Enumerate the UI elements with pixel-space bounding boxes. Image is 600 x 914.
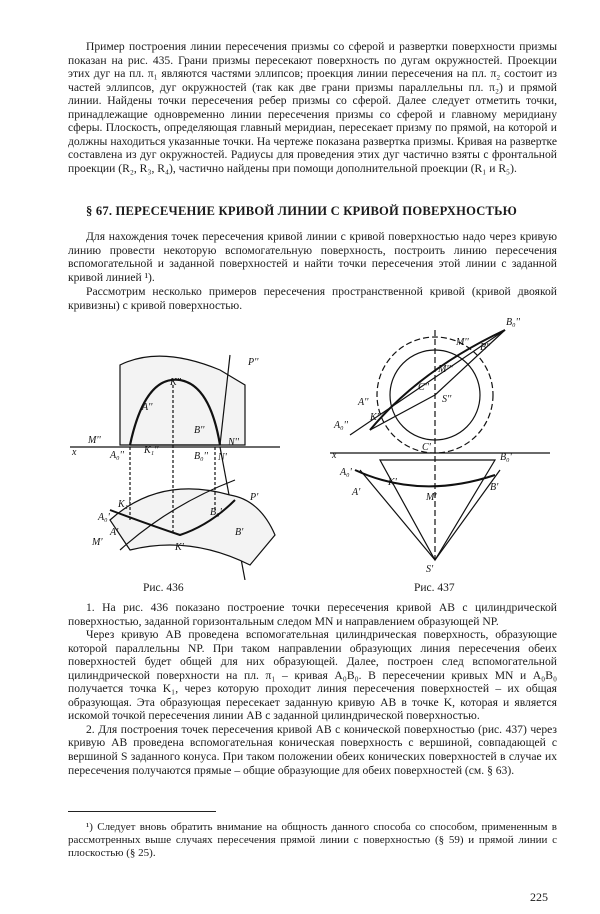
paragraph: Для нахождения точек пересечения кривой линии с кривой поверхностью надо через кривую линию провести некоторую вспомогательную поверхность, построить линию пересечения вспомогательной и заданной поверхностей и найти точки пересечения этой линии с заданной кривой линией ¹). <box>68 230 557 284</box>
figure-436-caption: Рис. 436 <box>143 582 184 594</box>
page-number: 225 <box>530 890 548 904</box>
figure-label: A₀'' <box>334 420 348 431</box>
figure-label: M'' <box>456 337 469 348</box>
figure-label: B'' <box>194 425 205 436</box>
figure-437-labels <box>331 317 521 575</box>
paragraph: 2. Для построения точек пересечения кривой AB с конической поверхностью (рис. 437) через кривую AB проведена вспомогательная коническая поверхность с вершиной, совпадающей с вершиной S заданного конуса. При таком положении обеих конических поверхностей в случае их пересечения получаются прямые – общие образующие для обеих поверхностей (см. § 63). <box>68 722 557 777</box>
figure-437-caption: Рис. 437 <box>414 582 455 594</box>
footnote <box>68 821 557 860</box>
figure-label: M''' <box>438 364 453 375</box>
paragraph: Рассмотрим несколько примеров пересечения пространственной кривой (кривой двоякой кривизны) с кривой поверхностью. <box>68 285 557 312</box>
figure-label: B₀'' <box>506 317 520 328</box>
figure-label: A' <box>110 527 119 538</box>
footnote-text: ¹) Следует вновь обратить внимание на общность данного способа со способом, примененным в рассмотренных выше случаях пересечения прямой линии с поверхностью (§ 59) и прямой линии с плоскостью (§ 25). <box>68 821 557 859</box>
figure-label: S' <box>426 564 434 575</box>
figure-label: x <box>72 447 77 458</box>
figure-label: A'' <box>358 397 369 408</box>
footnote-divider <box>68 811 216 812</box>
body-text <box>68 601 557 777</box>
figure-label: N'' <box>228 437 239 448</box>
figure-label: C'' <box>418 382 429 393</box>
figure-label: N' <box>218 452 227 463</box>
figure-label: B₀' <box>210 507 222 518</box>
figure-label: M' <box>92 537 103 548</box>
figure-label: K'' <box>370 412 381 423</box>
figure-label: M'' <box>88 435 101 446</box>
paragraph-text: Пример построения линии пересечения призмы со сферой и развертки поверхности призмы показан на рис. 435. Грани призмы пересекают поверхность по дугам окружностей. Проекции этих дуг на пл. π₁ являются частями эллипсов; проекция линии пересечения на пл. π₂ состоит из частей эллипсов, дуг окружностей (так как две грани призмы параллельны пл. π₂) и прямой линии. Найдены точки пересечения ребер призмы со сферой. Далее следует отметить точки, принадлежащие одновременно линии пересечения призмы со сферой и главному меридиану сферы. Плоскость, определяющая главный меридиан, пересекает призму по прямой, на которой и должны находиться указанные точки. На чертеже показана развертка призмы. Кривая на развертке составлена из дуг окружностей. Радиусы для проведения этих дуг частично взяты с фронтальной проекции (R₂, R₃, R₄), частично найдены при помощи дополнительной проекции (R₁ и R₅). <box>68 40 557 175</box>
figure-label: K' <box>175 542 184 553</box>
figure-label: B' <box>235 527 244 538</box>
figure-label: C' <box>422 442 431 453</box>
figure-label: P' <box>250 492 259 503</box>
paragraph: 1. На рис. 436 показано построение точки пересечения кривой AB с цилиндрической поверхностью, заданной горизонтальным следом MN и направлением образующей NP. <box>68 601 557 628</box>
figure-label: K'' <box>170 377 181 388</box>
figure-label: K₁' <box>118 499 131 510</box>
paragraph: Через кривую AB проведена вспомогательная цилиндрическая поверхность, образующие которой параллельны NP. При таком направлении образующих линия пересечения обеих поверхностей будет общей для них образующей. Далее, построен след вспомогательной цилиндрической поверхности на пл. π₁ – кривая A₀B₀. В пересечении кривых MN и A₀B₀ получается точка K₁, через которую проходит линия пересечения поверхностей – их общая образующая. Эта образующая пересекает заданную кривую AB в точке K, которая и является искомой точкой пересечения линии AB с заданной цилиндрической поверхностью. <box>68 628 557 723</box>
figure-label: B₀' <box>500 452 512 463</box>
figure-label: A'' <box>142 402 153 413</box>
figure-label: S'' <box>442 394 452 405</box>
figure-label: B'' <box>480 342 491 353</box>
section-heading: § 67. ПЕРЕСЕЧЕНИЕ КРИВОЙ ЛИНИИ С КРИВОЙ ПОВЕРХНОСТЬЮ <box>86 204 518 218</box>
figure-label: x <box>332 450 337 461</box>
figure-label: K' <box>388 477 397 488</box>
figure-label: K₁'' <box>144 445 159 456</box>
figure-436-drawing <box>70 335 290 580</box>
figure-label: P'' <box>248 357 259 368</box>
figure-label: B₀'' <box>194 451 208 462</box>
figure-label: A₀' <box>340 467 352 478</box>
intro-paragraph <box>68 40 557 175</box>
figure-label: A' <box>352 487 361 498</box>
section-intro <box>68 230 557 312</box>
figure-label: B' <box>490 482 499 493</box>
figure-label: A₀'' <box>110 450 124 461</box>
figure-437-drawing <box>330 310 560 575</box>
figure-label: A₀' <box>98 512 110 523</box>
figure-label: M' <box>426 492 437 503</box>
